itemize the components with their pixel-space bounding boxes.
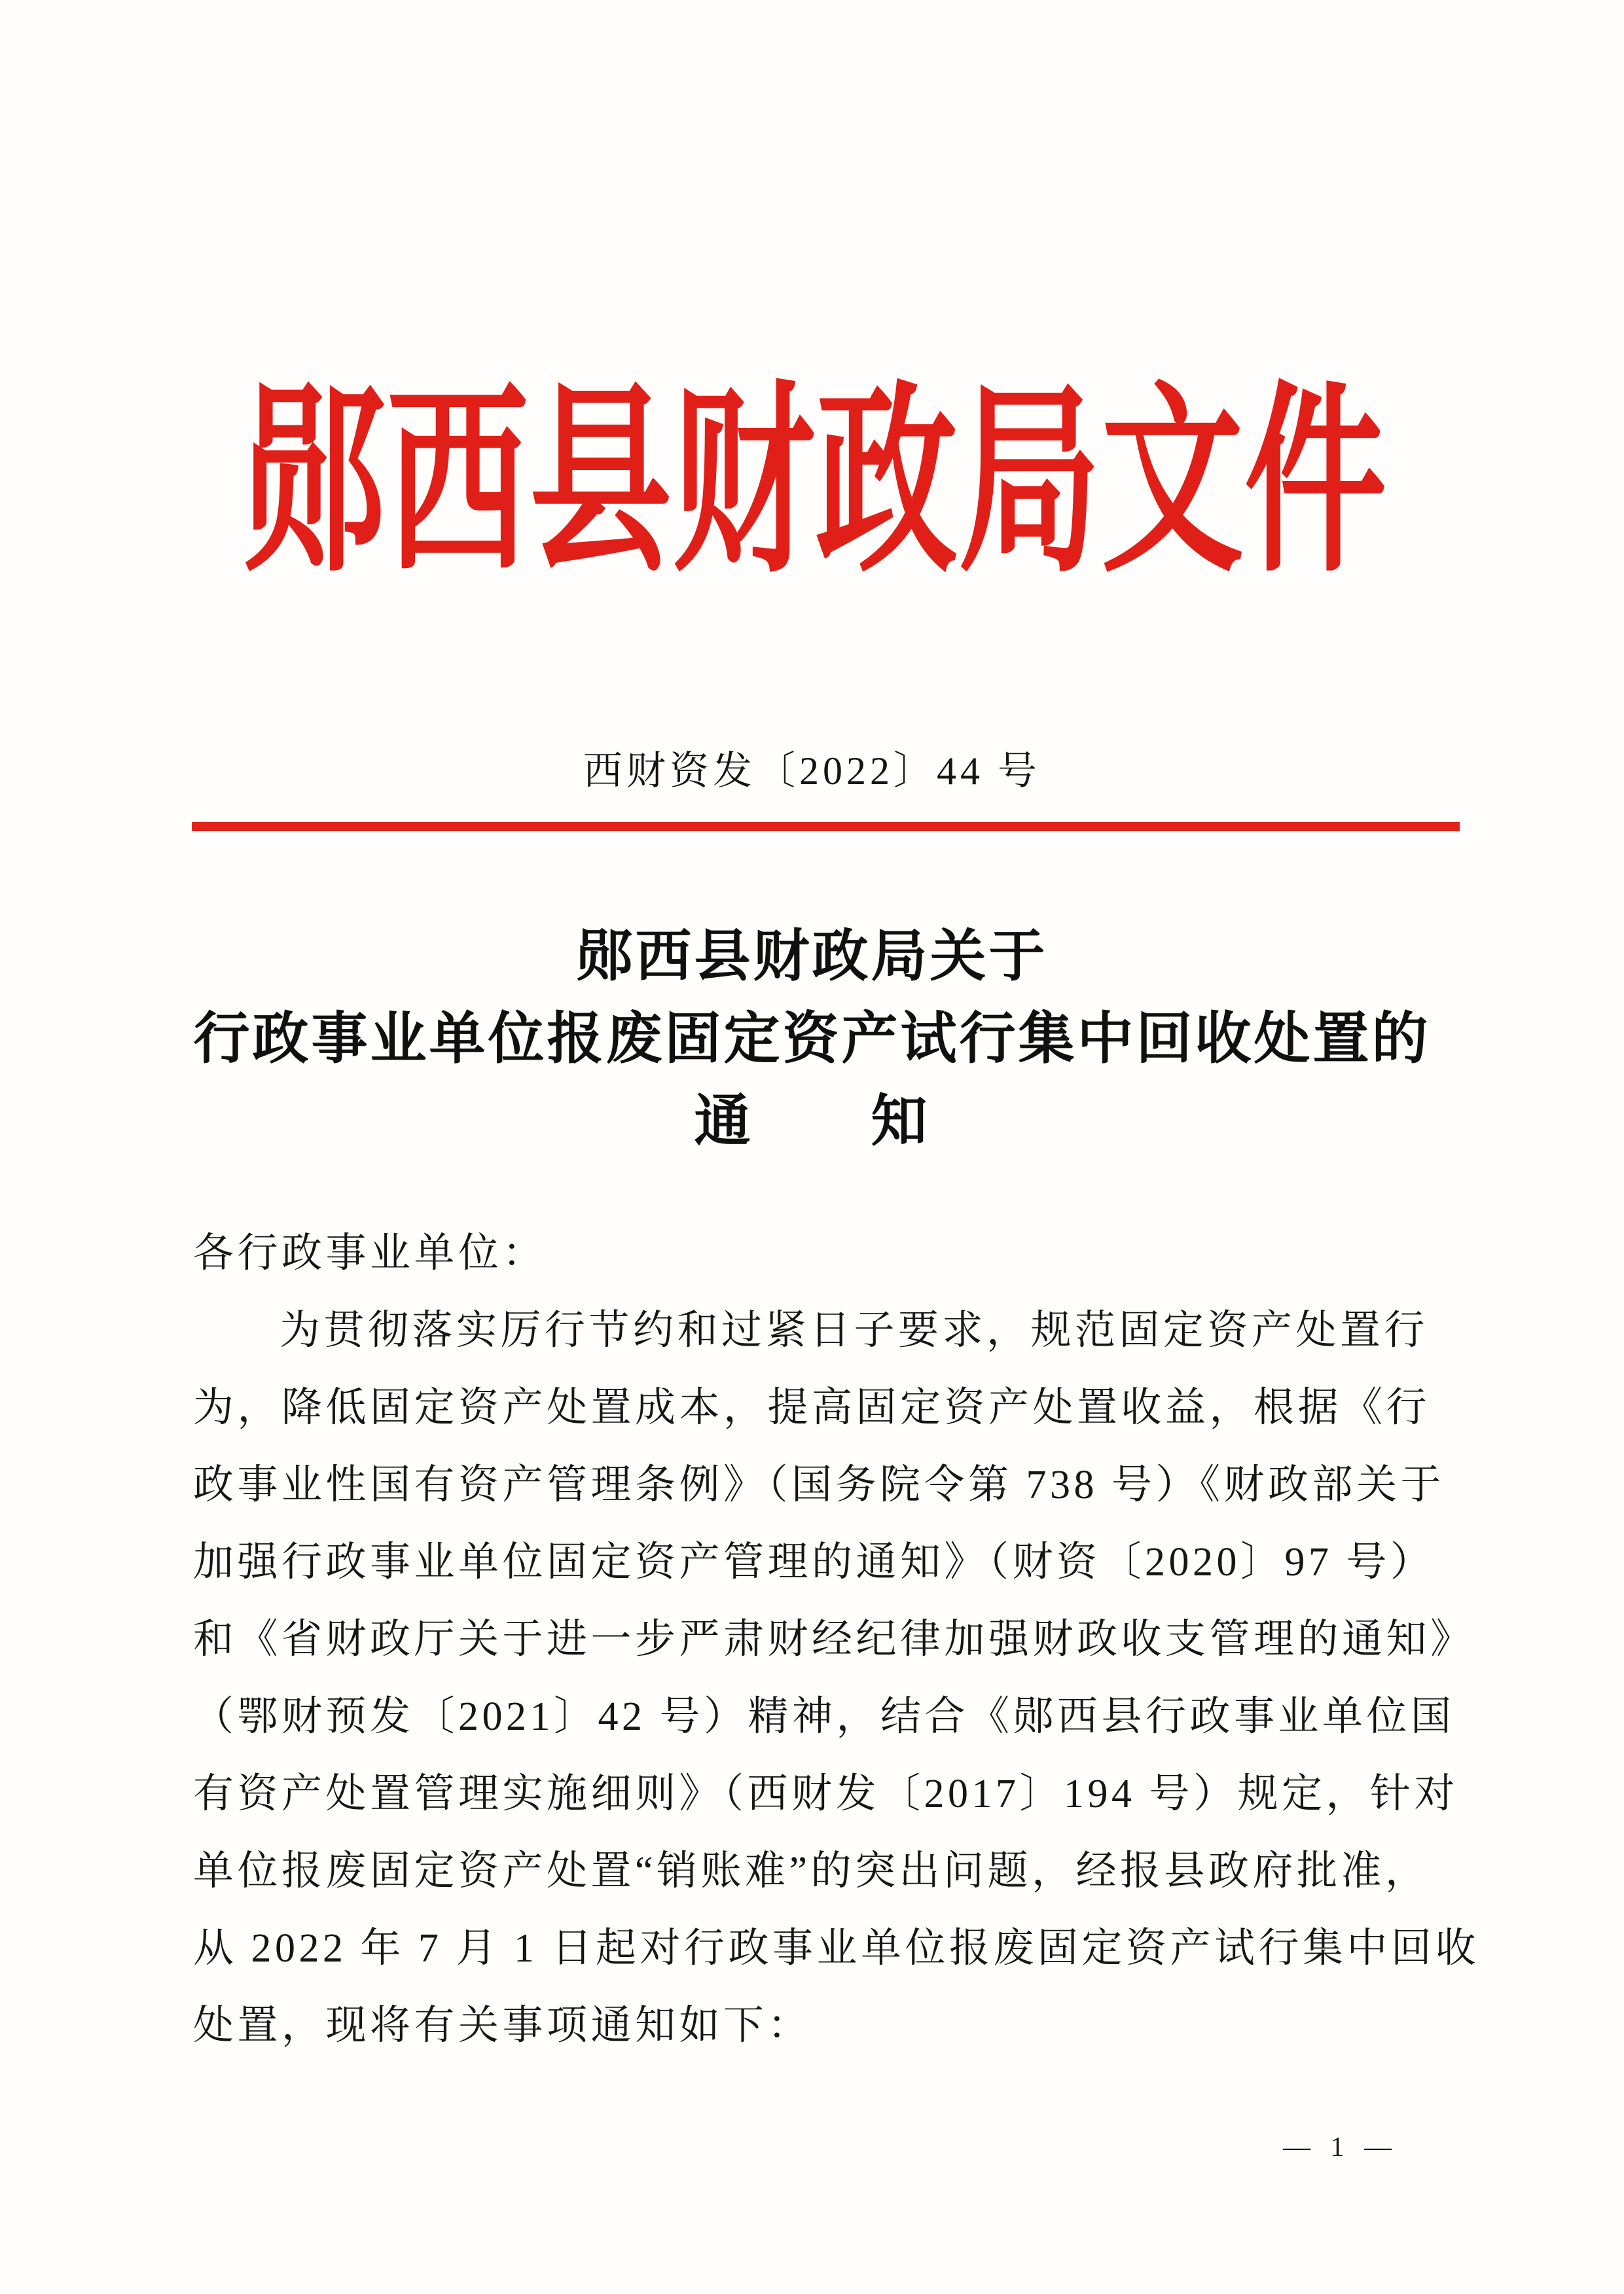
body-line: 处置，现将有关事项通知如下：	[193, 2003, 812, 2048]
body-line: 各行政事业单位：	[193, 1231, 547, 1276]
letterhead-title: 郧西县财政局文件	[244, 372, 1388, 596]
notice-title-line3: 通 知	[694, 1090, 930, 1153]
body-line: （鄂财预发〔2021〕42 号）精神，结合《郧西县行政事业单位国	[193, 1694, 1455, 1739]
notice-title-line2: 行政事业单位报废固定资产试行集中回收处置的	[193, 1007, 1431, 1070]
body-line: 为，降低固定资产处置成本，提高固定资产处置收益，根据《行	[193, 1386, 1431, 1430]
notice-title-line1: 郧西县财政局关于	[576, 925, 1048, 988]
notice-title	[0, 915, 1624, 1162]
document-body	[193, 1215, 1480, 2064]
red-divider-rule	[192, 822, 1460, 831]
body-line: 政事业性国有资产管理条例》（国务院令第 738 号）《财政部关于	[193, 1463, 1445, 1507]
body-line: 加强行政事业单位固定资产管理的通知》（财资〔2020〕97 号）	[193, 1540, 1435, 1585]
body-line: 为贯彻落实厉行节约和过紧日子要求，规范固定资产处置行	[280, 1308, 1429, 1353]
body-line: 和《省财政厅关于进一步严肃财经纪律加强财政收支管理的通知》	[193, 1617, 1475, 1662]
body-line: 从 2022 年 7 月 1 日起对行政事业单位报废固定资产试行集中回收	[193, 1926, 1480, 1971]
page-number: — 1 —	[1283, 2132, 1398, 2162]
body-line: 有资产处置管理实施细则》（西财发〔2017〕194 号）规定，针对	[193, 1772, 1459, 1816]
body-line: 单位报废固定资产处置“销账难”的突出问题，经报县政府批准，	[193, 1849, 1430, 1893]
document-number: 西财资发〔2022〕44 号	[583, 749, 1041, 793]
